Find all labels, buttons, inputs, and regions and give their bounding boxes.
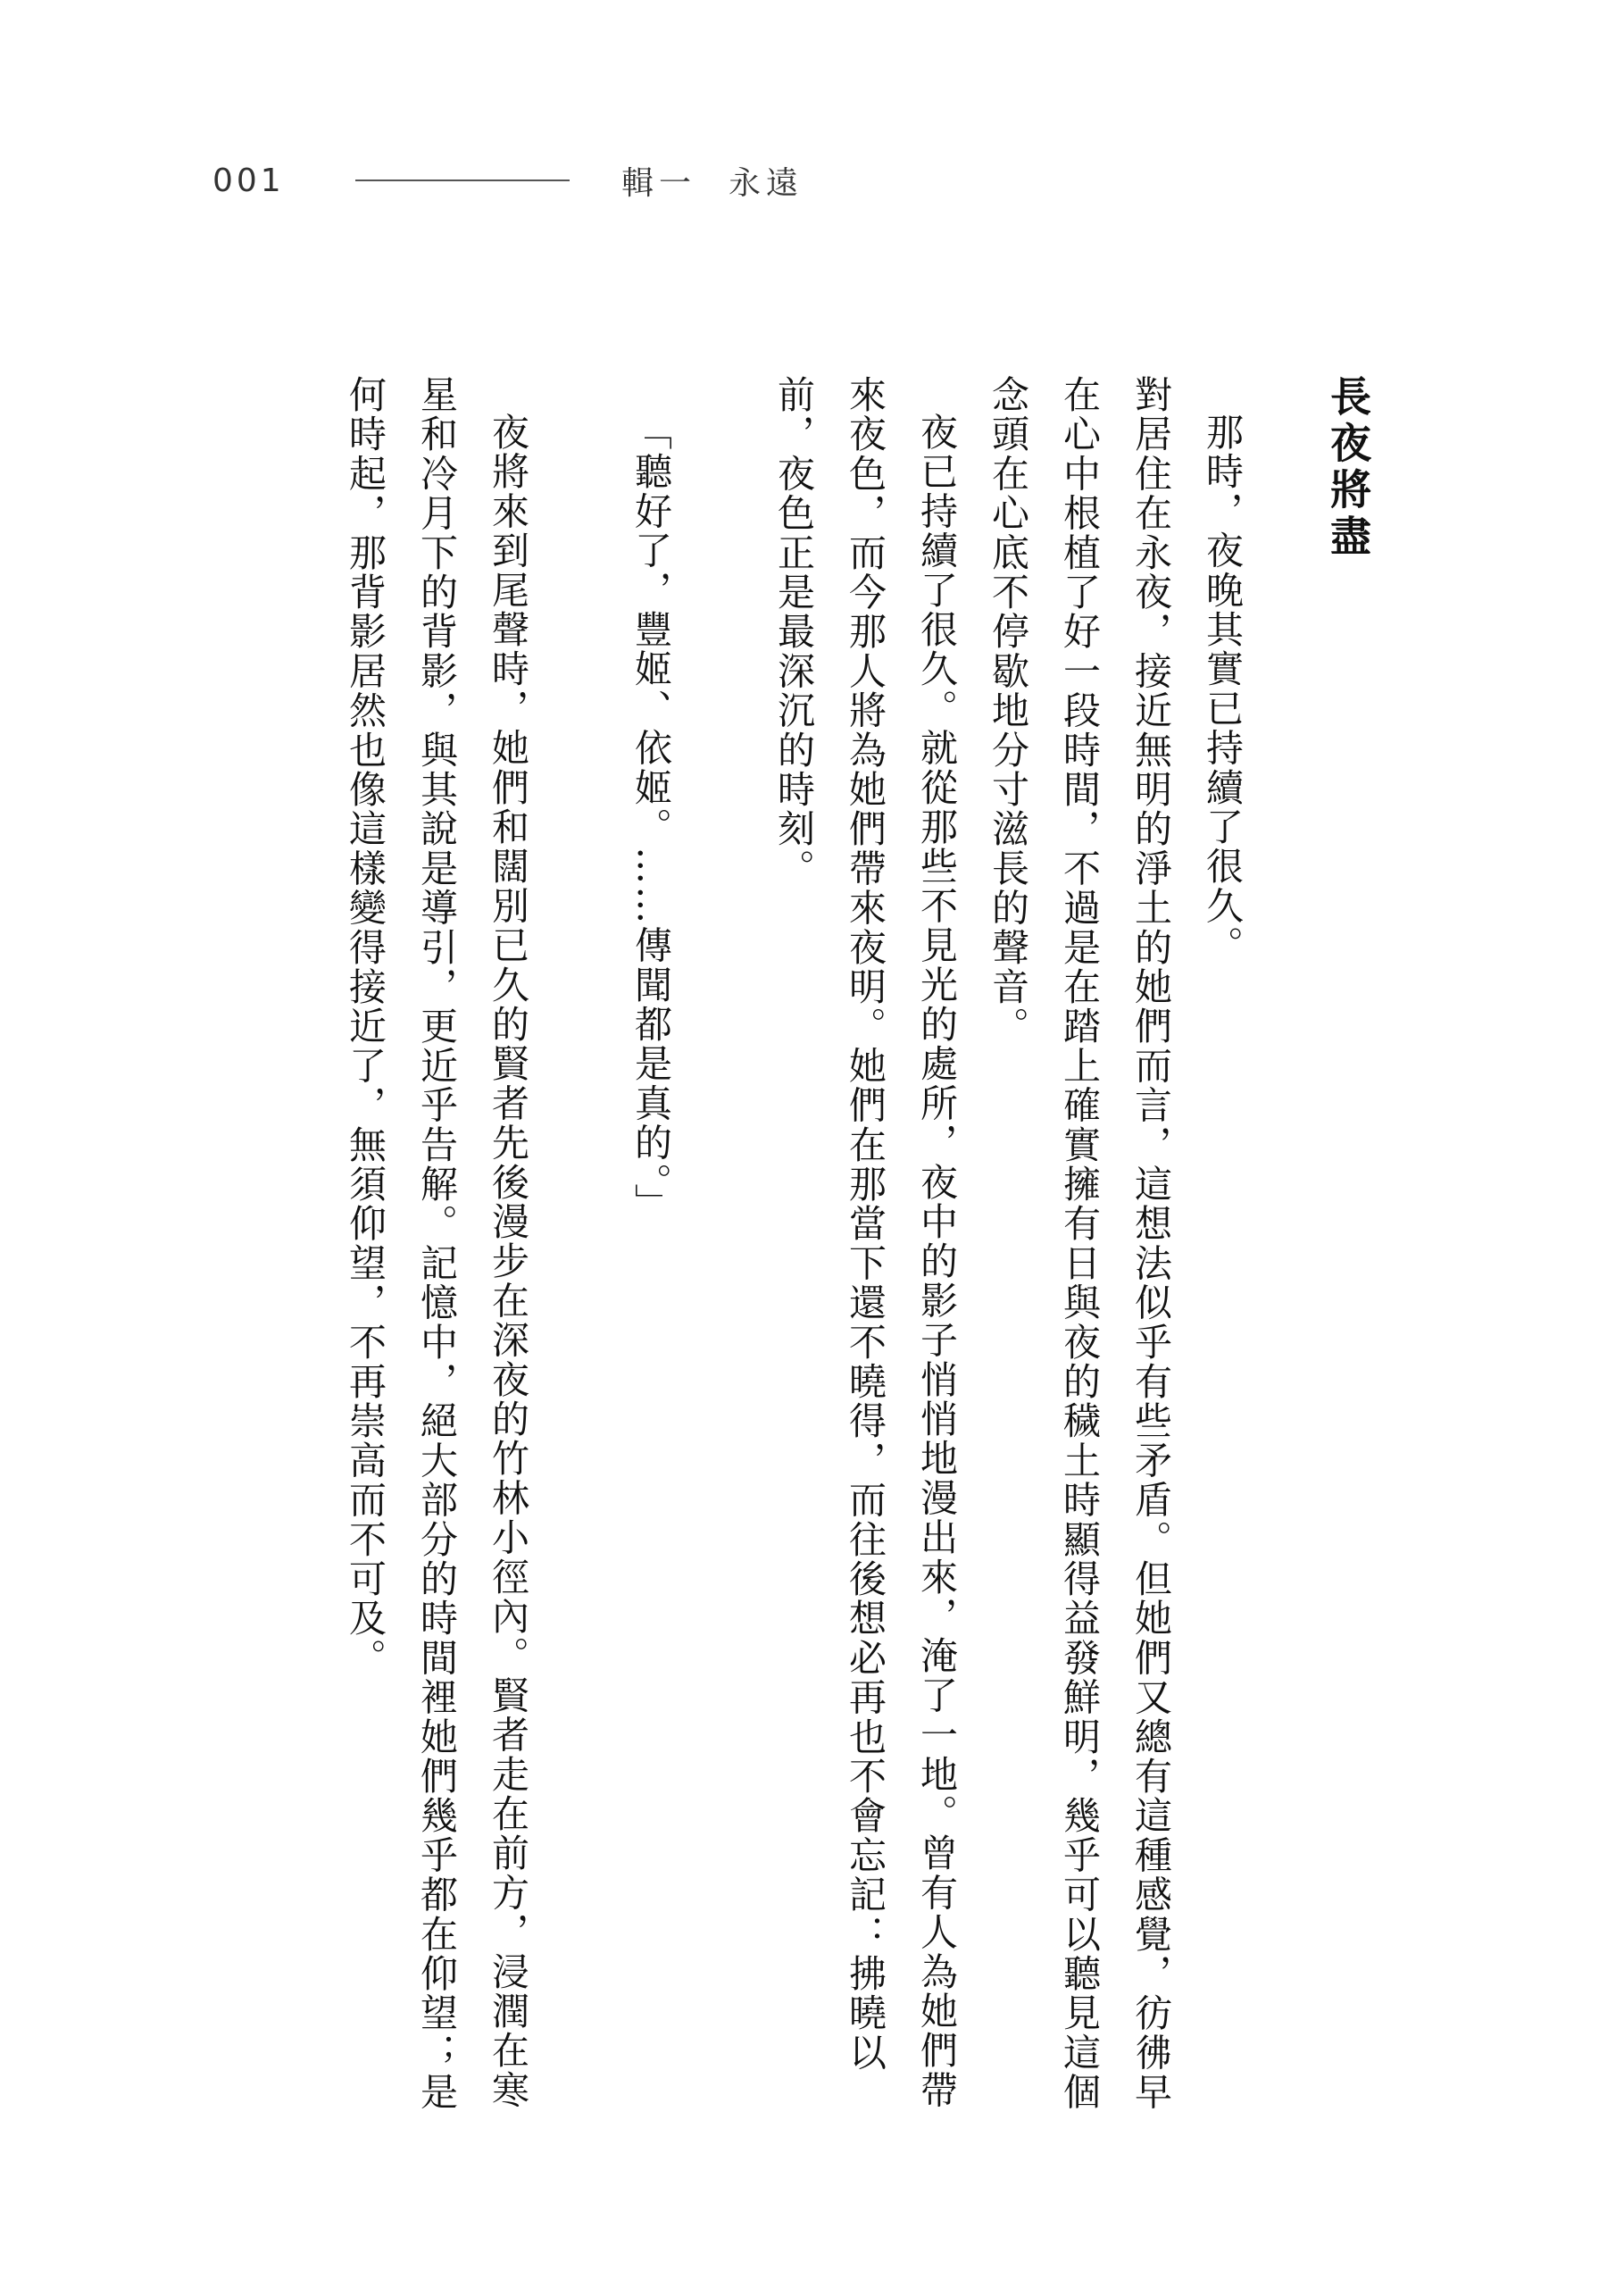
blank-line: [544, 375, 615, 413]
paragraph-2: 對居住在永夜，接近無明的淨土的她們而言，這想法似乎有些矛盾。但她們又總有這種感覺，彷彿早在心中根植了好一段時間，不過是在踏上確實擁有日與夜的穢土時顯得益發鮮明，幾乎可以聽見這個念頭在心底不停歇地分寸滋長的聲音。: [987, 375, 1173, 2112]
header-rule: [355, 179, 570, 181]
body-text: [249, 375, 1258, 2125]
page-number: 001: [212, 162, 285, 199]
blank-line: [687, 375, 758, 413]
section-title: [621, 158, 804, 204]
section-name: 永遠: [729, 164, 804, 202]
running-header: [212, 154, 804, 207]
paragraph-1: 那時，夜晚其實已持續了很久。: [1201, 413, 1245, 965]
paragraph-3: 夜已持續了很久。就從那些不見光的處所，夜中的影子悄悄地漫出來，淹了一地。曾有人為她們帶來夜色，而今那人將為她們帶來夜明。她們在那當下還不曉得，而往後想必再也不會忘記：拂曉以前，夜色正是最深沉的時刻。: [772, 375, 959, 2110]
dialogue-line: 「聽好了，豐姬、依姬。……傳聞都是真的。」: [629, 413, 673, 1223]
section-prefix: 輯一: [621, 164, 697, 202]
paragraph-5: 夜將來到尾聲時，她們和闊別已久的賢者先後漫步在深夜的竹林小徑內。賢者走在前方，浸潤在寒星和冷月下的背影，與其說是導引，更近乎告解。記憶中，絕大部分的時間裡她們幾乎都在仰望；是何時起，那背影居然也像這樣變得接近了，無須仰望，不再崇高而不可及。: [344, 375, 530, 2112]
chapter-title: 長夜將盡: [1324, 375, 1372, 561]
